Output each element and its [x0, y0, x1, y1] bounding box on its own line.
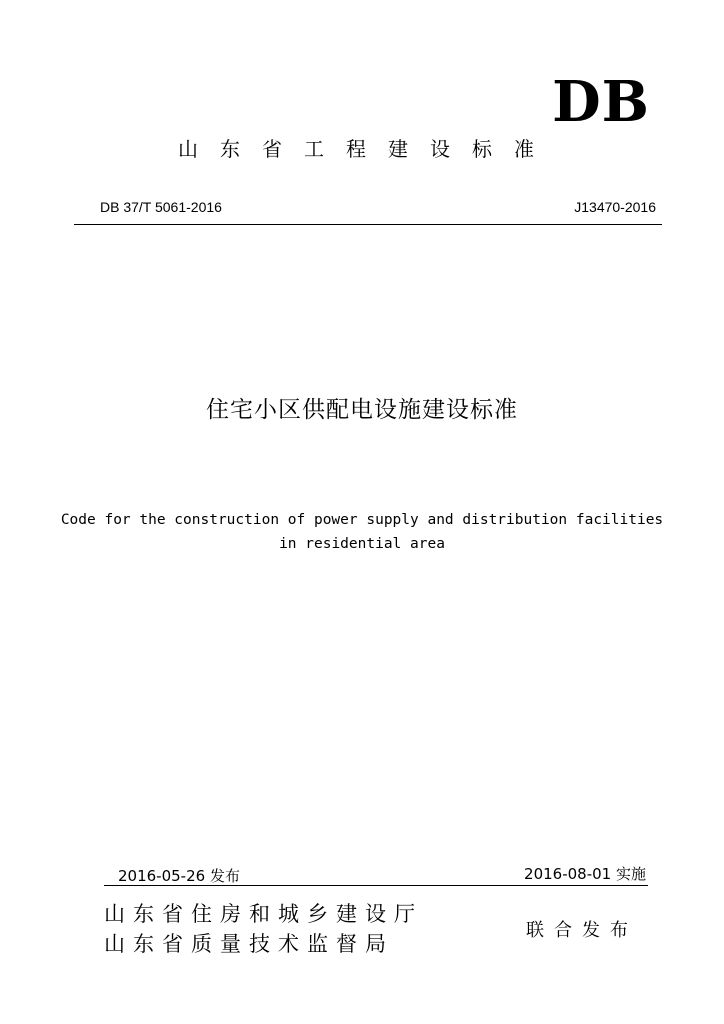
record-number: J13470-2016	[574, 199, 656, 215]
header-divider	[74, 224, 662, 225]
issuer-housing-department: 山东省住房和城乡建设厅	[104, 902, 423, 926]
standard-class-heading: 山东省工程建设标准	[178, 137, 556, 161]
issuer-quality-bureau: 山东省质量技术监督局	[104, 932, 394, 956]
implementation-date: 2016-08-01 实施	[524, 865, 646, 883]
english-title-line-2: in residential area	[279, 536, 445, 552]
english-title-line-1: Code for the construction of power supply and distribution facilities	[60, 512, 664, 528]
document-title-english	[40, 508, 684, 556]
standard-number: DB 37/T 5061-2016	[100, 199, 222, 215]
joint-issue-label: 联合发布	[526, 920, 638, 941]
document-title-chinese: 住宅小区供配电设施建设标准	[206, 397, 518, 423]
issue-date: 2016-05-26 发布	[118, 867, 240, 885]
db-logo: DB	[552, 69, 650, 135]
footer-divider	[104, 885, 648, 886]
